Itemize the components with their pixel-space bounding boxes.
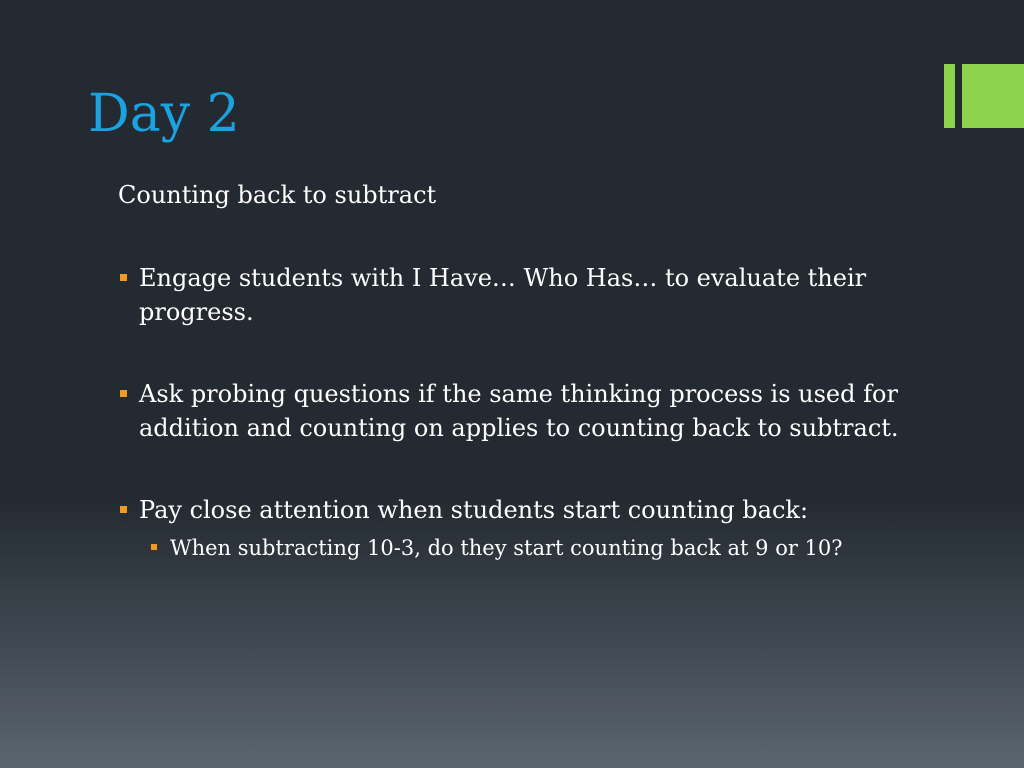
square-bullet-icon (120, 274, 127, 281)
slide-subtitle: Counting back to subtract (118, 181, 437, 209)
square-bullet-icon (151, 544, 157, 550)
square-bullet-icon (120, 390, 127, 397)
accent-bar-wide (962, 64, 1024, 128)
sub-bullet-text: When subtracting 10-3, do they start counting back at 9 or 10? (170, 536, 843, 560)
slide-title: Day 2 (88, 84, 240, 144)
bullet-text: Pay close attention when students start counting back: (139, 496, 809, 524)
bullet-text: Ask probing questions if the same thinking process is used for addition and counting on applies to counting back to subtract. (139, 380, 899, 442)
bullet-item (118, 493, 908, 527)
bullet-item (118, 377, 908, 445)
bullet-text: Engage students with I Have… Who Has… to evaluate their progress. (139, 264, 867, 326)
bullet-item (118, 261, 908, 329)
sub-bullet-item (150, 534, 910, 562)
accent-bar-thin (944, 64, 955, 128)
square-bullet-icon (120, 506, 127, 513)
